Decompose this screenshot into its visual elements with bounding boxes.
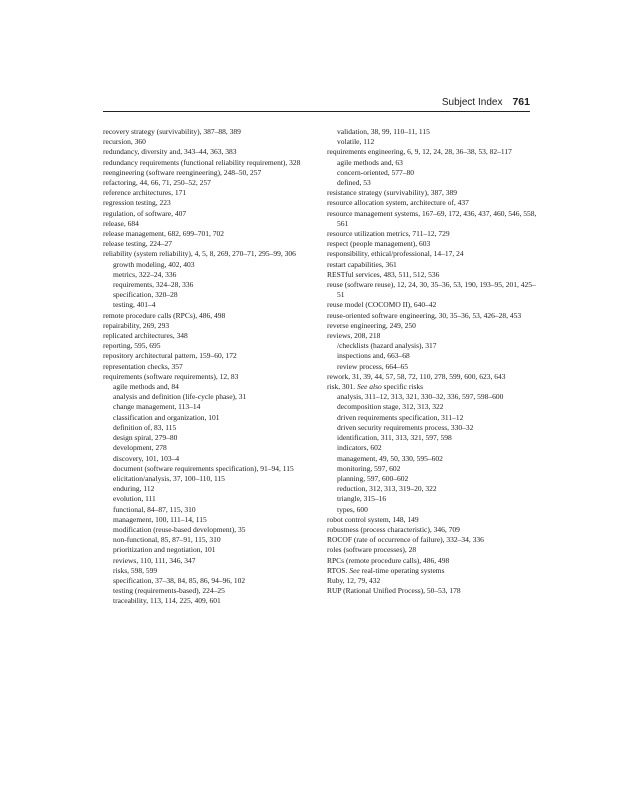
index-entry-text: resistance strategy (survivability), 387, 389 — [327, 188, 457, 198]
index-entry-text: review process, 664–65 — [337, 361, 409, 371]
index-entry-text: RPCs (remote procedure calls), 486, 498 — [327, 555, 450, 565]
index-subentry — [327, 178, 537, 188]
index-subentry — [103, 535, 321, 545]
index-entry — [327, 188, 537, 198]
index-entry — [327, 229, 537, 239]
index-entry — [327, 525, 537, 535]
index-subentry — [327, 127, 537, 137]
index-entry-text: document (software requirements specification), 91–94, 115 — [113, 463, 294, 473]
index-subentry — [103, 474, 321, 484]
index-entry — [103, 198, 321, 208]
index-entry-text: prioritization and negotiation, 101 — [113, 545, 216, 555]
index-entry-text: regression testing, 223 — [103, 198, 171, 208]
index-entry-text: metrics, 322–24, 336 — [113, 269, 177, 279]
page-number: 761 — [512, 96, 530, 108]
index-entry-text: robustness (process characteristic), 346, 709 — [327, 524, 460, 534]
index-subentry — [103, 300, 321, 310]
index-subentry — [327, 341, 537, 351]
index-entry-text: identification, 311, 313, 321, 597, 598 — [337, 433, 452, 443]
index-entry — [103, 137, 321, 147]
index-entry-text: RTOS. — [327, 565, 348, 575]
index-column-left — [103, 127, 321, 607]
index-see-also: See also specific risks — [357, 382, 424, 392]
index-entry-text: management, 49, 50, 330, 595–602 — [337, 453, 443, 463]
index-subentry — [327, 423, 537, 433]
index-entry-text: traceability, 113, 114, 225, 409, 601 — [113, 596, 221, 606]
index-entry-text: reverse engineering, 249, 250 — [327, 320, 416, 330]
index-subentry — [103, 586, 321, 596]
index-entry-text: roles (software processes), 28 — [327, 545, 417, 555]
index-subentry — [327, 168, 537, 178]
index-entry-text: redundancy requirements (functional reliability requirement), 328 — [103, 157, 301, 167]
index-entry-text: release management, 682, 699–701, 702 — [103, 229, 225, 239]
index-entry-text: testing, 401–4 — [113, 300, 156, 310]
index-entry-text: requirements (software requirements), 12, 83 — [103, 371, 239, 381]
index-entry — [327, 321, 537, 331]
index-entry-text: volatile, 112 — [337, 137, 375, 147]
page-section-title: Subject Index — [441, 97, 503, 108]
index-entry-text: change management, 113–14 — [113, 402, 201, 412]
index-entry — [327, 535, 537, 545]
index-entry-text: validation, 38, 99, 110–11, 115 — [337, 127, 430, 136]
index-entry-text: types, 600 — [337, 504, 368, 514]
index-subentry — [327, 392, 537, 402]
index-entry-text: classification and organization, 101 — [113, 412, 220, 422]
index-entry-text: reuse (software reuse), 12, 24, 30, 35–36, 53, 190, 193–95, 201, 425–51 — [327, 280, 536, 300]
index-entry — [327, 372, 537, 382]
index-entry-text: reduction, 312, 313, 319–20, 322 — [337, 484, 437, 494]
index-entry-text: reporting, 595, 695 — [103, 341, 161, 351]
index-entry-text: modification (reuse-based development), 35 — [113, 524, 246, 534]
index-entry-text: agile methods and, 84 — [113, 382, 179, 392]
index-entry — [327, 260, 537, 270]
index-entry-text: concern-oriented, 577–80 — [337, 167, 415, 177]
index-subentry — [327, 443, 537, 453]
index-subentry — [327, 158, 537, 168]
index-entry — [103, 158, 321, 168]
index-entry — [103, 188, 321, 198]
index-entry — [327, 515, 537, 525]
index-entry-text: reference architectures, 171 — [103, 188, 187, 198]
index-entry-text: evolution, 111 — [113, 494, 156, 504]
index-entry-text: restart capabilities, 361 — [327, 259, 397, 269]
index-see-also: See real-time operating systems — [349, 565, 445, 575]
index-entry-text: /checklists (hazard analysis), 317 — [337, 341, 437, 351]
index-entry — [103, 209, 321, 219]
index-entry-text: non-functional, 85, 87–91, 115, 310 — [113, 535, 221, 545]
index-entry-text: definition of, 83, 115 — [113, 422, 177, 432]
index-entry — [327, 270, 537, 280]
index-subentry — [103, 505, 321, 515]
index-entry-text: agile methods and, 63 — [337, 157, 403, 167]
index-entry-text: analysis, 311–12, 313, 321, 330–32, 336, 597, 598–600 — [337, 392, 504, 402]
index-subentry — [103, 443, 321, 453]
index-entry-text: reuse-oriented software engineering, 30, 35–36, 53, 426–28, 453 — [327, 310, 522, 320]
index-entry-text: risk, 301. — [327, 382, 356, 392]
index-entry-text: RUP (Rational Unified Process), 50–53, 178 — [327, 586, 461, 596]
index-subentry — [327, 474, 537, 484]
index-entry-text: resource allocation system, architecture of, 437 — [327, 198, 469, 208]
index-subentry — [103, 484, 321, 494]
index-entry — [103, 219, 321, 229]
index-subentry — [103, 545, 321, 555]
index-subentry — [103, 596, 321, 606]
index-entry-text: defined, 53 — [337, 178, 371, 188]
running-header — [103, 96, 530, 108]
index-subentry — [327, 413, 537, 423]
index-entry — [103, 351, 321, 361]
index-entry-text: development, 278 — [113, 443, 167, 453]
index-entry-text: growth modeling, 402, 403 — [113, 259, 195, 269]
index-entry-text: decomposition stage, 312, 313, 322 — [337, 402, 444, 412]
index-entry — [327, 249, 537, 259]
index-entry — [103, 331, 321, 341]
index-entry — [103, 178, 321, 188]
index-subentry — [103, 433, 321, 443]
index-entry-text: reengineering (software reengineering), 248–50, 257 — [103, 167, 262, 177]
index-subentry — [103, 525, 321, 535]
index-entry — [327, 147, 537, 157]
index-entry — [103, 147, 321, 157]
index-entry — [327, 239, 537, 249]
index-subentry — [327, 464, 537, 474]
index-entry — [103, 311, 321, 321]
index-entry-text: reviews, 208, 218 — [327, 331, 381, 341]
index-subentry — [327, 505, 537, 515]
index-subentry — [103, 392, 321, 402]
index-subentry — [103, 290, 321, 300]
index-entry-text: indicators, 602 — [337, 443, 382, 453]
index-subentry — [103, 454, 321, 464]
index-entry-text: regulation, of software, 407 — [103, 208, 187, 218]
index-entry-text: responsibility, ethical/professional, 14–17, 24 — [327, 249, 464, 259]
index-entry-text: requirements, 324–28, 336 — [113, 280, 194, 290]
index-entry — [327, 331, 537, 341]
index-entry-text: ROCOF (rate of occurrence of failure), 332–34, 336 — [327, 535, 484, 545]
index-subentry — [327, 454, 537, 464]
index-subentry — [103, 382, 321, 392]
index-subentry — [103, 566, 321, 576]
index-subentry — [103, 576, 321, 586]
index-subentry — [103, 494, 321, 504]
index-entry-text: reliability (system reliability), 4, 5, 8, 269, 270–71, 295–99, 306 — [103, 249, 296, 259]
index-subentry — [327, 362, 537, 372]
index-entry-text: analysis and definition (life-cycle phase), 31 — [113, 392, 247, 402]
index-subentry — [103, 423, 321, 433]
index-subentry — [327, 433, 537, 443]
index-entry — [103, 249, 321, 259]
index-entry-text: refactoring, 44, 66, 71, 250–52, 257 — [103, 178, 211, 188]
index-entry-text: driven security requirements process, 330–32 — [337, 422, 474, 432]
index-entry-text: triangle, 315–16 — [337, 494, 387, 504]
index-entry — [327, 280, 537, 300]
index-entry-text: functional, 84–87, 115, 310 — [113, 504, 196, 514]
index-subentry — [103, 515, 321, 525]
index-subentry — [103, 556, 321, 566]
index-entry-text: repository architectural pattern, 159–60, 172 — [103, 351, 237, 361]
index-entry-text: inspections and, 663–68 — [337, 351, 410, 361]
index-subentry — [327, 137, 537, 147]
header-rule — [103, 111, 530, 112]
index-entry — [103, 362, 321, 372]
index-entry-text: resource utilization metrics, 711–12, 729 — [327, 229, 450, 239]
index-entry — [327, 209, 537, 229]
index-subentry — [327, 402, 537, 412]
index-entry-text: reuse model (COCOMO II), 640–42 — [327, 300, 437, 310]
index-entry — [103, 239, 321, 249]
index-entry — [103, 321, 321, 331]
index-entry-text: repairability, 269, 293 — [103, 320, 170, 330]
index-subentry — [103, 270, 321, 280]
index-entry — [327, 566, 537, 576]
index-entry — [103, 372, 321, 382]
index-entry-text: design spiral, 279–80 — [113, 433, 178, 443]
index-entry — [327, 556, 537, 566]
index-entry-text: elicitation/analysis, 37, 100–110, 115 — [113, 473, 225, 483]
index-subentry — [327, 494, 537, 504]
index-entry-text: requirements engineering, 6, 9, 12, 24, 28, 36–38, 53, 82–117 — [327, 147, 512, 157]
index-entry-text: remote procedure calls (RPCs), 486, 498 — [103, 310, 226, 320]
index-entry-text: testing (requirements-based), 224–25 — [113, 586, 225, 596]
index-entry-text: resource management systems, 167–69, 172, 436, 437, 460, 546, 558, 561 — [327, 208, 537, 228]
index-entry-text: monitoring, 597, 602 — [337, 463, 401, 473]
index-subentry — [103, 464, 321, 474]
index-subentry — [327, 351, 537, 361]
index-entry-text: discovery, 101, 103–4 — [113, 453, 180, 463]
index-subentry — [103, 402, 321, 412]
index-entry — [327, 586, 537, 596]
index-column-right — [327, 127, 537, 596]
index-entry-text: planning, 597, 600–602 — [337, 473, 409, 483]
index-entry-text: driven requirements specification, 311–12 — [337, 412, 464, 422]
index-entry-text: specification, 37–38, 84, 85, 86, 94–96, 102 — [113, 575, 246, 585]
index-entry-text: release testing, 224–27 — [103, 239, 172, 249]
index-entry-text: representation checks, 357 — [103, 361, 183, 371]
index-entry — [327, 198, 537, 208]
index-entry-text: release, 684 — [103, 218, 139, 228]
index-subentry — [103, 260, 321, 270]
index-entry-text: management, 100, 111–14, 115 — [113, 514, 207, 524]
index-entry-text: enduring, 112 — [113, 484, 155, 494]
index-entry — [327, 311, 537, 321]
index-entry-text: reviews, 110, 111, 346, 347 — [113, 555, 196, 565]
index-entry-text: respect (people management), 603 — [327, 239, 431, 249]
index-entry — [103, 341, 321, 351]
index-entry-text: Ruby, 12, 79, 432 — [327, 575, 381, 585]
index-subentry — [103, 413, 321, 423]
index-subentry — [103, 280, 321, 290]
index-subentry — [327, 484, 537, 494]
index-entry — [103, 168, 321, 178]
index-entry — [327, 576, 537, 586]
index-entry — [103, 127, 321, 137]
index-entry-text: specification, 320–28 — [113, 290, 178, 300]
index-entry-text: replicated architectures, 348 — [103, 331, 188, 341]
index-entry-text: rework, 31, 39, 44, 57, 58, 72, 110, 278, 599, 600, 623, 643 — [327, 371, 506, 381]
index-entry — [103, 229, 321, 239]
index-entry-text: risks, 598, 599 — [113, 565, 158, 575]
index-entry-text: RESTful services, 483, 511, 512, 536 — [327, 269, 440, 279]
index-entry-text: recursion, 360 — [103, 137, 146, 147]
index-entry — [327, 545, 537, 555]
index-entry — [327, 382, 537, 392]
index-entry-text: recovery strategy (survivability), 387–88, 389 — [103, 127, 241, 136]
index-entry-text: robot control system, 148, 149 — [327, 514, 419, 524]
index-entry — [327, 300, 537, 310]
index-entry-text: redundancy, diversity and, 343–44, 363, 383 — [103, 147, 237, 157]
